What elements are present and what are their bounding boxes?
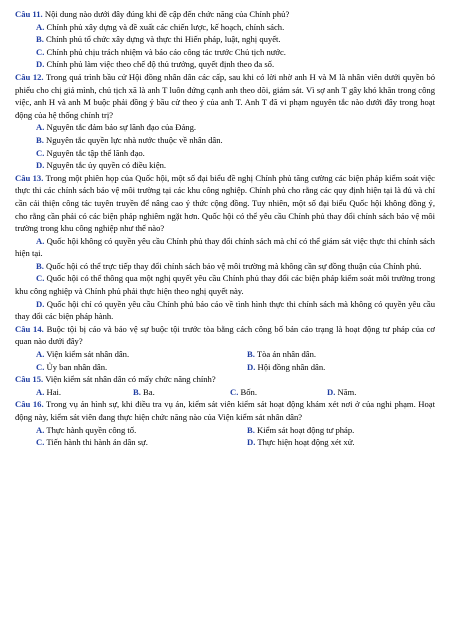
- option-label: D.: [36, 59, 45, 70]
- option-label: A.: [36, 386, 45, 397]
- answer-option-b[interactable]: [15, 260, 435, 273]
- question-stem: [15, 373, 435, 386]
- option-label: A.: [36, 235, 45, 246]
- answer-option-c[interactable]: [230, 386, 327, 399]
- options-row-1: [15, 348, 435, 361]
- options-row-2: [15, 361, 435, 374]
- question-16: [15, 398, 435, 448]
- options-row-1: [15, 424, 435, 437]
- question-text: Nội dung nào dưới đây đúng khi đề cập đến chức năng của Chính phủ?: [44, 9, 290, 19]
- question-15: [15, 373, 435, 398]
- answer-option-d[interactable]: [15, 298, 435, 323]
- option-text: Nguyên tắc tập thể lãnh đạo.: [46, 147, 145, 158]
- option-text: Tòa án nhân dân.: [256, 349, 317, 360]
- question-12: [15, 71, 435, 172]
- question-stem: [15, 172, 435, 235]
- option-text: Chính phủ chịu trách nhiệm và báo cáo công tác trước Chủ tịch nước.: [46, 46, 286, 57]
- option-label: A.: [36, 424, 45, 435]
- option-label: D.: [247, 437, 256, 448]
- answer-option-d[interactable]: [327, 386, 424, 399]
- question-number: Câu 12.: [15, 71, 44, 82]
- option-label: C.: [36, 361, 45, 372]
- question-text: Trong một phiên họp của Quốc hội, một số đại biểu đề nghị Chính phủ tăng cường các biện pháp kiểm soát việc thực thi các chính sách bảo vệ môi trường tại các khu công nghiệp. Chính phủ cho rằng các quy định hiện tại là đủ và chỉ cần cải thiện công tác tuyên truyền để nâng cao ý thức cộng đồng. Tuy nhiên, một số đại biểu Quốc hội không đồng ý, cho rằng cần phải có các biện pháp nghiêm ngặt hơn. Quốc hội có thể yêu cầu Chính phủ thay đổi chính sách bảo vệ môi trường trong khu công nghiệp như thế nào?: [15, 172, 435, 234]
- answer-option-a[interactable]: [15, 235, 435, 260]
- option-label: A.: [36, 21, 45, 32]
- option-label: A.: [36, 122, 45, 133]
- question-13: [15, 172, 435, 323]
- answer-option-c[interactable]: [15, 147, 435, 160]
- option-label: B.: [36, 134, 44, 145]
- option-text: Kiểm sát hoạt động tư pháp.: [257, 424, 355, 435]
- answer-option-a[interactable]: [15, 424, 226, 437]
- question-number: Câu 13.: [15, 172, 44, 183]
- answer-option-b[interactable]: [15, 134, 435, 147]
- option-text: Chính phủ tổ chức xây dựng và thực thi Hiến pháp, luật, nghị quyết.: [46, 34, 281, 45]
- question-14: [15, 323, 435, 373]
- option-label: D.: [327, 386, 336, 397]
- question-number: Câu 15.: [15, 374, 44, 385]
- question-11: [15, 8, 435, 71]
- option-text: Bốn.: [240, 386, 257, 397]
- option-label: D.: [36, 160, 45, 171]
- option-label: B.: [247, 424, 255, 435]
- option-text: Quốc hội có thể thông qua một nghị quyết yêu cầu Chính phủ thay đổi các biện pháp kiểm soát môi trường trong khu công nghiệp và Chính phủ phải thực hiện theo nghị quyết này.: [15, 273, 435, 297]
- answer-option-b[interactable]: [133, 386, 230, 399]
- answer-option-a[interactable]: [36, 386, 133, 399]
- answer-option-b[interactable]: [226, 424, 437, 437]
- option-label: C.: [230, 386, 239, 397]
- options-row: [15, 386, 435, 399]
- option-text: Năm.: [337, 386, 357, 397]
- option-text: Tiến hành thi hành án dân sự.: [46, 437, 148, 448]
- option-text: Hội đồng nhân dân.: [257, 361, 326, 372]
- answer-option-c[interactable]: [15, 272, 435, 297]
- answer-option-a[interactable]: [15, 121, 435, 134]
- option-label: B.: [133, 386, 141, 397]
- option-label: A.: [36, 349, 45, 360]
- question-text: Buộc tội bị cáo và bảo vệ sự buộc tội trước tòa bằng cách công bố bản cáo trạng là hoạt động tư pháp của cơ quan nào dưới đây?: [15, 323, 435, 347]
- option-label: C.: [36, 147, 45, 158]
- answer-option-a[interactable]: [15, 21, 435, 34]
- answer-option-c[interactable]: [15, 361, 226, 374]
- answer-option-b[interactable]: [226, 348, 437, 361]
- option-label: D.: [247, 361, 256, 372]
- answer-option-c[interactable]: [15, 436, 226, 449]
- question-stem: [15, 398, 435, 423]
- option-text: Quốc hội chỉ có quyền yêu cầu Chính phủ báo cáo về tình hình thực thi chính sách mà không có quyền yêu cầu thay đổi các biện pháp hành.: [15, 298, 435, 322]
- question-text: Viện kiểm sát nhân dân có mấy chức năng chính?: [45, 374, 216, 385]
- option-label: C.: [36, 273, 45, 284]
- option-text: Chính phủ xây dựng và đề xuất các chiến lược, kế hoạch, chính sách.: [46, 21, 285, 32]
- option-label: C.: [36, 46, 45, 57]
- option-text: Thực hiện hoạt động xét xử.: [257, 437, 355, 448]
- option-text: Nguyên tắc ủy quyền có điều kiện.: [46, 160, 167, 171]
- option-label: B.: [247, 349, 255, 360]
- option-label: D.: [36, 298, 45, 309]
- option-text: Hai.: [46, 386, 62, 397]
- option-text: Nguyên tắc đảm bảo sự lãnh đạo của Đảng.: [46, 122, 197, 133]
- option-text: Thực hành quyền công tố.: [46, 424, 137, 435]
- option-text: Quốc hội có thể trực tiếp thay đổi chính sách bảo vệ môi trường mà không cần sự đồng thuận của Chính phủ.: [46, 260, 422, 271]
- question-text: Trong vụ án hình sự, khi điều tra vụ án, kiểm sát viên kiểm sát hoạt động khám xét nơi ở của nghi phạm. Hoạt động này, kiểm sát viên đang thực hiện chức năng nào của Viện kiểm sát nhân dân?: [15, 399, 435, 422]
- options-row-2: [15, 436, 435, 449]
- answer-option-d[interactable]: [226, 436, 437, 449]
- option-label: B.: [36, 34, 44, 45]
- answer-option-b[interactable]: [15, 33, 435, 46]
- option-label: B.: [36, 260, 44, 271]
- question-number: Câu 16.: [15, 399, 44, 410]
- option-text: Ủy ban nhân dân.: [46, 361, 108, 372]
- question-stem: [15, 71, 435, 121]
- question-stem: [15, 8, 435, 21]
- option-text: Chính phủ làm việc theo chế độ thủ trưởng, quyết định theo đa số.: [46, 59, 275, 70]
- option-text: Ba.: [143, 386, 155, 397]
- answer-option-d[interactable]: [15, 58, 435, 71]
- question-number: Câu 14.: [15, 323, 44, 334]
- question-stem: [15, 323, 435, 348]
- answer-option-d[interactable]: [15, 159, 435, 172]
- answer-option-d[interactable]: [226, 361, 437, 374]
- option-text: Viện kiểm sát nhân dân.: [46, 349, 130, 360]
- answer-option-a[interactable]: [15, 348, 226, 361]
- option-label: C.: [36, 437, 45, 448]
- option-text: Quốc hội không có quyền yêu cầu Chính phủ thay đổi chính sách mà chỉ có thể giám sát việc thực thi chính sách hiện tại.: [15, 235, 435, 259]
- question-text: Trong quá trình bầu cử Hội đồng nhân dân các cấp, sau khi có lời nhờ anh H và M là nhân viên dưới quyền bỏ phiếu cho chị giả mình, chủ tịch xã là anh T luôn đứng cạnh anh theo dõi, giám sát. Vì sợ anh T gây khó khăn trong công việc, anh H và anh M buộc phải đồng ý bầu cử theo ý của anh T. Anh T đã vi phạm nguyên tắc nào dưới đây trong hoạt động của hệ thống chính trị?: [15, 71, 435, 120]
- question-number: Câu 11.: [15, 9, 43, 19]
- answer-option-c[interactable]: [15, 46, 435, 59]
- option-text: Nguyên tắc quyền lực nhà nước thuộc về nhân dân.: [46, 134, 223, 145]
